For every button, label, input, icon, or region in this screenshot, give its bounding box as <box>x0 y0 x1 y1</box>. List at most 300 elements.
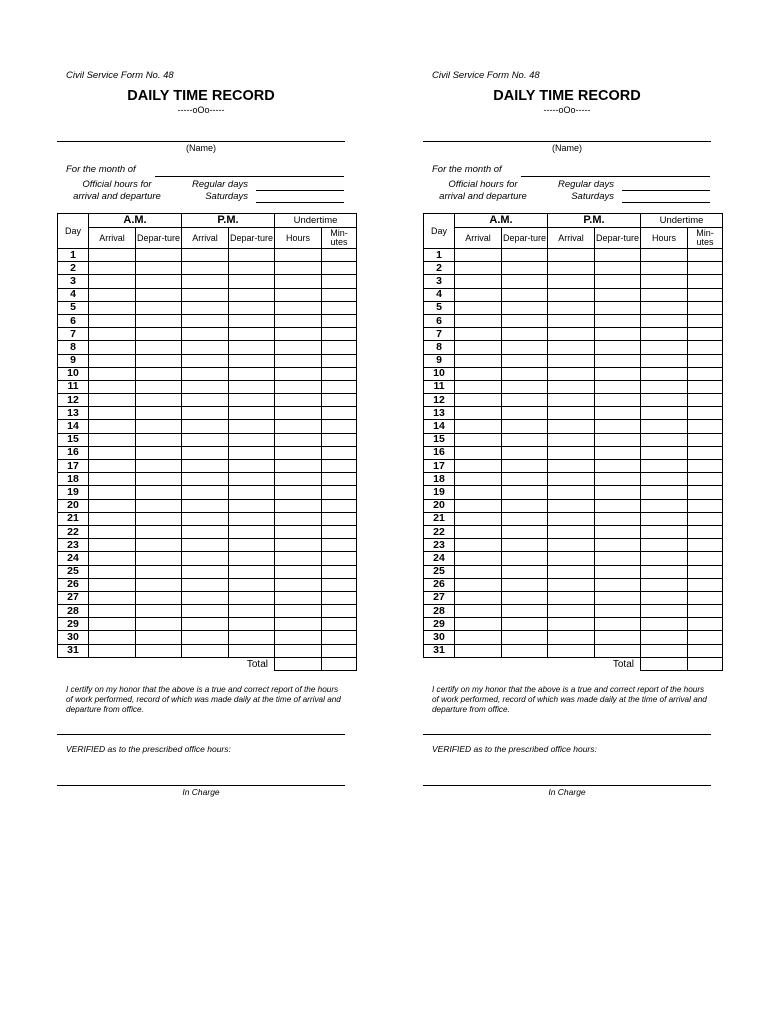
pm-departure-cell[interactable] <box>229 539 275 552</box>
undertime-minutes-cell[interactable] <box>322 367 357 380</box>
pm-departure-cell[interactable] <box>595 407 641 420</box>
undertime-hours-cell[interactable] <box>275 407 322 420</box>
am-departure-cell[interactable] <box>136 394 182 407</box>
am-arrival-cell[interactable] <box>89 591 136 604</box>
pm-arrival-cell[interactable] <box>548 328 595 341</box>
pm-arrival-cell[interactable] <box>182 354 229 367</box>
pm-departure-cell[interactable] <box>595 394 641 407</box>
am-departure-cell[interactable] <box>502 275 548 288</box>
pm-arrival-cell[interactable] <box>182 288 229 301</box>
undertime-hours-cell[interactable] <box>275 631 322 644</box>
am-departure-cell[interactable] <box>136 262 182 275</box>
am-arrival-cell[interactable] <box>89 288 136 301</box>
pm-arrival-cell[interactable] <box>182 407 229 420</box>
am-arrival-cell[interactable] <box>455 367 502 380</box>
pm-departure-cell[interactable] <box>595 618 641 631</box>
am-arrival-cell[interactable] <box>89 367 136 380</box>
am-departure-cell[interactable] <box>136 525 182 538</box>
pm-departure-cell[interactable] <box>229 512 275 525</box>
undertime-hours-cell[interactable] <box>641 433 688 446</box>
pm-arrival-cell[interactable] <box>182 644 229 657</box>
am-arrival-cell[interactable] <box>455 446 502 459</box>
undertime-hours-cell[interactable] <box>641 301 688 314</box>
pm-arrival-cell[interactable] <box>548 314 595 327</box>
pm-arrival-cell[interactable] <box>548 275 595 288</box>
am-departure-cell[interactable] <box>502 407 548 420</box>
pm-arrival-cell[interactable] <box>548 525 595 538</box>
pm-departure-cell[interactable] <box>229 578 275 591</box>
undertime-minutes-cell[interactable] <box>688 262 723 275</box>
am-arrival-cell[interactable] <box>89 328 136 341</box>
am-arrival-cell[interactable] <box>89 380 136 393</box>
undertime-hours-cell[interactable] <box>275 367 322 380</box>
undertime-minutes-cell[interactable] <box>688 473 723 486</box>
pm-arrival-cell[interactable] <box>182 394 229 407</box>
employee-signature-line[interactable] <box>57 734 345 735</box>
undertime-hours-cell[interactable] <box>275 460 322 473</box>
am-departure-cell[interactable] <box>502 394 548 407</box>
pm-arrival-cell[interactable] <box>182 420 229 433</box>
undertime-minutes-cell[interactable] <box>688 512 723 525</box>
undertime-hours-cell[interactable] <box>275 552 322 565</box>
am-departure-cell[interactable] <box>136 420 182 433</box>
pm-departure-cell[interactable] <box>229 446 275 459</box>
pm-departure-cell[interactable] <box>595 460 641 473</box>
undertime-minutes-cell[interactable] <box>322 525 357 538</box>
pm-arrival-cell[interactable] <box>548 605 595 618</box>
am-arrival-cell[interactable] <box>89 394 136 407</box>
am-departure-cell[interactable] <box>502 433 548 446</box>
undertime-hours-cell[interactable] <box>275 512 322 525</box>
pm-arrival-cell[interactable] <box>182 446 229 459</box>
am-departure-cell[interactable] <box>502 539 548 552</box>
am-arrival-cell[interactable] <box>455 301 502 314</box>
pm-arrival-cell[interactable] <box>548 499 595 512</box>
undertime-minutes-cell[interactable] <box>322 249 357 262</box>
am-arrival-cell[interactable] <box>455 631 502 644</box>
pm-arrival-cell[interactable] <box>548 539 595 552</box>
am-arrival-cell[interactable] <box>455 328 502 341</box>
pm-departure-cell[interactable] <box>595 525 641 538</box>
pm-departure-cell[interactable] <box>229 367 275 380</box>
saturdays-line[interactable] <box>256 202 344 203</box>
undertime-hours-cell[interactable] <box>641 288 688 301</box>
undertime-minutes-cell[interactable] <box>688 552 723 565</box>
am-arrival-cell[interactable] <box>89 512 136 525</box>
undertime-minutes-cell[interactable] <box>322 591 357 604</box>
month-line[interactable] <box>155 176 344 177</box>
undertime-minutes-cell[interactable] <box>688 644 723 657</box>
am-departure-cell[interactable] <box>136 433 182 446</box>
am-departure-cell[interactable] <box>136 288 182 301</box>
undertime-minutes-cell[interactable] <box>322 578 357 591</box>
am-departure-cell[interactable] <box>136 301 182 314</box>
am-departure-cell[interactable] <box>136 341 182 354</box>
undertime-hours-cell[interactable] <box>641 552 688 565</box>
am-departure-cell[interactable] <box>502 262 548 275</box>
pm-departure-cell[interactable] <box>595 341 641 354</box>
am-arrival-cell[interactable] <box>455 644 502 657</box>
undertime-hours-cell[interactable] <box>641 275 688 288</box>
pm-departure-cell[interactable] <box>595 565 641 578</box>
pm-departure-cell[interactable] <box>229 499 275 512</box>
undertime-minutes-cell[interactable] <box>322 460 357 473</box>
am-departure-cell[interactable] <box>136 249 182 262</box>
undertime-hours-cell[interactable] <box>641 591 688 604</box>
am-departure-cell[interactable] <box>502 328 548 341</box>
pm-arrival-cell[interactable] <box>548 565 595 578</box>
am-arrival-cell[interactable] <box>89 354 136 367</box>
undertime-minutes-cell[interactable] <box>322 354 357 367</box>
pm-arrival-cell[interactable] <box>182 512 229 525</box>
pm-arrival-cell[interactable] <box>548 354 595 367</box>
am-departure-cell[interactable] <box>136 605 182 618</box>
pm-departure-cell[interactable] <box>595 473 641 486</box>
pm-departure-cell[interactable] <box>229 565 275 578</box>
undertime-minutes-cell[interactable] <box>322 446 357 459</box>
pm-arrival-cell[interactable] <box>548 301 595 314</box>
undertime-minutes-cell[interactable] <box>322 644 357 657</box>
am-arrival-cell[interactable] <box>455 394 502 407</box>
undertime-hours-cell[interactable] <box>641 618 688 631</box>
undertime-hours-cell[interactable] <box>641 539 688 552</box>
pm-departure-cell[interactable] <box>229 420 275 433</box>
am-arrival-cell[interactable] <box>89 565 136 578</box>
am-departure-cell[interactable] <box>136 539 182 552</box>
pm-departure-cell[interactable] <box>229 525 275 538</box>
pm-arrival-cell[interactable] <box>548 486 595 499</box>
am-departure-cell[interactable] <box>502 354 548 367</box>
am-arrival-cell[interactable] <box>89 525 136 538</box>
undertime-minutes-cell[interactable] <box>688 565 723 578</box>
am-arrival-cell[interactable] <box>455 249 502 262</box>
am-arrival-cell[interactable] <box>455 380 502 393</box>
am-arrival-cell[interactable] <box>89 341 136 354</box>
am-arrival-cell[interactable] <box>455 473 502 486</box>
undertime-minutes-cell[interactable] <box>688 380 723 393</box>
pm-arrival-cell[interactable] <box>182 262 229 275</box>
undertime-minutes-cell[interactable] <box>688 328 723 341</box>
pm-arrival-cell[interactable] <box>548 367 595 380</box>
pm-departure-cell[interactable] <box>229 354 275 367</box>
undertime-minutes-cell[interactable] <box>688 275 723 288</box>
pm-departure-cell[interactable] <box>595 314 641 327</box>
undertime-minutes-cell[interactable] <box>688 578 723 591</box>
undertime-hours-cell[interactable] <box>275 618 322 631</box>
undertime-hours-cell[interactable] <box>275 578 322 591</box>
pm-departure-cell[interactable] <box>229 460 275 473</box>
pm-departure-cell[interactable] <box>595 512 641 525</box>
am-arrival-cell[interactable] <box>455 605 502 618</box>
undertime-minutes-cell[interactable] <box>322 288 357 301</box>
am-departure-cell[interactable] <box>136 380 182 393</box>
pm-arrival-cell[interactable] <box>182 605 229 618</box>
name-line[interactable] <box>423 141 711 142</box>
pm-arrival-cell[interactable] <box>182 314 229 327</box>
am-departure-cell[interactable] <box>136 486 182 499</box>
undertime-hours-cell[interactable] <box>275 341 322 354</box>
am-arrival-cell[interactable] <box>89 460 136 473</box>
undertime-hours-cell[interactable] <box>275 380 322 393</box>
am-arrival-cell[interactable] <box>455 275 502 288</box>
undertime-minutes-cell[interactable] <box>688 539 723 552</box>
am-departure-cell[interactable] <box>136 512 182 525</box>
am-arrival-cell[interactable] <box>455 460 502 473</box>
pm-arrival-cell[interactable] <box>548 407 595 420</box>
pm-arrival-cell[interactable] <box>182 301 229 314</box>
pm-arrival-cell[interactable] <box>548 380 595 393</box>
saturdays-line[interactable] <box>622 202 710 203</box>
am-arrival-cell[interactable] <box>89 605 136 618</box>
pm-arrival-cell[interactable] <box>548 288 595 301</box>
pm-arrival-cell[interactable] <box>548 341 595 354</box>
undertime-minutes-cell[interactable] <box>688 301 723 314</box>
am-departure-cell[interactable] <box>502 552 548 565</box>
undertime-minutes-cell[interactable] <box>322 486 357 499</box>
undertime-hours-cell[interactable] <box>641 314 688 327</box>
pm-departure-cell[interactable] <box>595 578 641 591</box>
am-arrival-cell[interactable] <box>455 539 502 552</box>
am-arrival-cell[interactable] <box>455 288 502 301</box>
pm-arrival-cell[interactable] <box>182 473 229 486</box>
undertime-minutes-cell[interactable] <box>688 591 723 604</box>
undertime-minutes-cell[interactable] <box>688 420 723 433</box>
pm-departure-cell[interactable] <box>229 249 275 262</box>
pm-departure-cell[interactable] <box>229 407 275 420</box>
pm-departure-cell[interactable] <box>229 275 275 288</box>
am-departure-cell[interactable] <box>502 499 548 512</box>
am-departure-cell[interactable] <box>136 631 182 644</box>
am-departure-cell[interactable] <box>136 275 182 288</box>
regular-days-line[interactable] <box>256 190 344 191</box>
am-departure-cell[interactable] <box>502 565 548 578</box>
undertime-hours-cell[interactable] <box>275 275 322 288</box>
undertime-hours-cell[interactable] <box>641 631 688 644</box>
undertime-hours-cell[interactable] <box>641 512 688 525</box>
undertime-hours-cell[interactable] <box>275 486 322 499</box>
am-departure-cell[interactable] <box>136 578 182 591</box>
undertime-minutes-cell[interactable] <box>688 499 723 512</box>
undertime-hours-cell[interactable] <box>641 499 688 512</box>
am-arrival-cell[interactable] <box>455 565 502 578</box>
undertime-minutes-cell[interactable] <box>322 499 357 512</box>
undertime-hours-cell[interactable] <box>641 407 688 420</box>
pm-arrival-cell[interactable] <box>548 552 595 565</box>
total-minutes-cell[interactable] <box>322 657 357 670</box>
total-minutes-cell[interactable] <box>688 657 723 670</box>
undertime-hours-cell[interactable] <box>641 380 688 393</box>
undertime-minutes-cell[interactable] <box>688 407 723 420</box>
undertime-minutes-cell[interactable] <box>688 394 723 407</box>
pm-arrival-cell[interactable] <box>182 618 229 631</box>
pm-departure-cell[interactable] <box>595 539 641 552</box>
am-departure-cell[interactable] <box>136 354 182 367</box>
am-arrival-cell[interactable] <box>455 354 502 367</box>
undertime-minutes-cell[interactable] <box>322 512 357 525</box>
pm-departure-cell[interactable] <box>229 433 275 446</box>
undertime-minutes-cell[interactable] <box>322 341 357 354</box>
pm-departure-cell[interactable] <box>595 249 641 262</box>
pm-arrival-cell[interactable] <box>548 618 595 631</box>
pm-departure-cell[interactable] <box>229 394 275 407</box>
am-arrival-cell[interactable] <box>455 578 502 591</box>
am-departure-cell[interactable] <box>136 367 182 380</box>
am-arrival-cell[interactable] <box>89 473 136 486</box>
pm-departure-cell[interactable] <box>229 341 275 354</box>
pm-departure-cell[interactable] <box>229 288 275 301</box>
pm-arrival-cell[interactable] <box>182 341 229 354</box>
am-arrival-cell[interactable] <box>455 262 502 275</box>
am-arrival-cell[interactable] <box>455 420 502 433</box>
undertime-hours-cell[interactable] <box>275 314 322 327</box>
am-arrival-cell[interactable] <box>455 341 502 354</box>
am-arrival-cell[interactable] <box>89 618 136 631</box>
pm-arrival-cell[interactable] <box>548 249 595 262</box>
undertime-hours-cell[interactable] <box>275 328 322 341</box>
pm-departure-cell[interactable] <box>595 301 641 314</box>
am-departure-cell[interactable] <box>502 341 548 354</box>
undertime-minutes-cell[interactable] <box>688 367 723 380</box>
undertime-hours-cell[interactable] <box>275 301 322 314</box>
undertime-minutes-cell[interactable] <box>688 341 723 354</box>
undertime-minutes-cell[interactable] <box>322 420 357 433</box>
pm-departure-cell[interactable] <box>229 380 275 393</box>
pm-arrival-cell[interactable] <box>182 380 229 393</box>
undertime-hours-cell[interactable] <box>275 354 322 367</box>
pm-departure-cell[interactable] <box>229 644 275 657</box>
undertime-minutes-cell[interactable] <box>322 394 357 407</box>
am-departure-cell[interactable] <box>502 578 548 591</box>
undertime-hours-cell[interactable] <box>641 486 688 499</box>
am-departure-cell[interactable] <box>502 301 548 314</box>
undertime-minutes-cell[interactable] <box>322 262 357 275</box>
am-arrival-cell[interactable] <box>455 525 502 538</box>
am-departure-cell[interactable] <box>136 314 182 327</box>
pm-arrival-cell[interactable] <box>548 644 595 657</box>
am-departure-cell[interactable] <box>502 486 548 499</box>
undertime-hours-cell[interactable] <box>275 499 322 512</box>
undertime-hours-cell[interactable] <box>275 433 322 446</box>
undertime-minutes-cell[interactable] <box>688 354 723 367</box>
pm-departure-cell[interactable] <box>229 262 275 275</box>
pm-departure-cell[interactable] <box>595 354 641 367</box>
total-hours-cell[interactable] <box>641 657 688 670</box>
undertime-hours-cell[interactable] <box>641 367 688 380</box>
pm-arrival-cell[interactable] <box>182 486 229 499</box>
pm-departure-cell[interactable] <box>595 433 641 446</box>
am-departure-cell[interactable] <box>136 446 182 459</box>
pm-arrival-cell[interactable] <box>548 420 595 433</box>
pm-arrival-cell[interactable] <box>182 499 229 512</box>
undertime-hours-cell[interactable] <box>641 473 688 486</box>
am-departure-cell[interactable] <box>136 460 182 473</box>
undertime-minutes-cell[interactable] <box>688 486 723 499</box>
am-departure-cell[interactable] <box>502 446 548 459</box>
undertime-minutes-cell[interactable] <box>322 407 357 420</box>
am-departure-cell[interactable] <box>136 499 182 512</box>
pm-departure-cell[interactable] <box>595 631 641 644</box>
pm-arrival-cell[interactable] <box>548 433 595 446</box>
pm-departure-cell[interactable] <box>595 367 641 380</box>
am-departure-cell[interactable] <box>502 525 548 538</box>
name-line[interactable] <box>57 141 345 142</box>
am-arrival-cell[interactable] <box>89 407 136 420</box>
am-arrival-cell[interactable] <box>89 552 136 565</box>
undertime-minutes-cell[interactable] <box>322 275 357 288</box>
undertime-hours-cell[interactable] <box>641 394 688 407</box>
am-arrival-cell[interactable] <box>89 644 136 657</box>
undertime-hours-cell[interactable] <box>641 354 688 367</box>
pm-arrival-cell[interactable] <box>548 473 595 486</box>
pm-departure-cell[interactable] <box>229 591 275 604</box>
in-charge-signature-line[interactable] <box>423 785 711 786</box>
undertime-hours-cell[interactable] <box>275 446 322 459</box>
am-departure-cell[interactable] <box>502 288 548 301</box>
pm-departure-cell[interactable] <box>229 328 275 341</box>
am-departure-cell[interactable] <box>136 407 182 420</box>
undertime-hours-cell[interactable] <box>641 249 688 262</box>
undertime-minutes-cell[interactable] <box>322 618 357 631</box>
undertime-minutes-cell[interactable] <box>322 433 357 446</box>
pm-departure-cell[interactable] <box>229 301 275 314</box>
am-arrival-cell[interactable] <box>89 578 136 591</box>
undertime-hours-cell[interactable] <box>641 644 688 657</box>
undertime-minutes-cell[interactable] <box>688 249 723 262</box>
pm-arrival-cell[interactable] <box>548 631 595 644</box>
pm-departure-cell[interactable] <box>595 262 641 275</box>
undertime-hours-cell[interactable] <box>641 605 688 618</box>
employee-signature-line[interactable] <box>423 734 711 735</box>
pm-departure-cell[interactable] <box>595 605 641 618</box>
undertime-hours-cell[interactable] <box>275 394 322 407</box>
pm-arrival-cell[interactable] <box>182 367 229 380</box>
pm-arrival-cell[interactable] <box>182 249 229 262</box>
pm-arrival-cell[interactable] <box>548 512 595 525</box>
am-departure-cell[interactable] <box>136 618 182 631</box>
undertime-minutes-cell[interactable] <box>322 380 357 393</box>
am-departure-cell[interactable] <box>502 460 548 473</box>
undertime-minutes-cell[interactable] <box>688 314 723 327</box>
am-arrival-cell[interactable] <box>89 314 136 327</box>
am-arrival-cell[interactable] <box>89 486 136 499</box>
am-departure-cell[interactable] <box>502 512 548 525</box>
am-departure-cell[interactable] <box>502 473 548 486</box>
undertime-minutes-cell[interactable] <box>688 618 723 631</box>
undertime-hours-cell[interactable] <box>275 591 322 604</box>
undertime-minutes-cell[interactable] <box>322 552 357 565</box>
am-departure-cell[interactable] <box>502 591 548 604</box>
am-arrival-cell[interactable] <box>89 446 136 459</box>
am-arrival-cell[interactable] <box>455 512 502 525</box>
pm-arrival-cell[interactable] <box>548 262 595 275</box>
am-departure-cell[interactable] <box>502 249 548 262</box>
am-departure-cell[interactable] <box>502 618 548 631</box>
undertime-hours-cell[interactable] <box>275 420 322 433</box>
undertime-hours-cell[interactable] <box>641 525 688 538</box>
undertime-hours-cell[interactable] <box>275 249 322 262</box>
am-arrival-cell[interactable] <box>89 539 136 552</box>
am-departure-cell[interactable] <box>136 644 182 657</box>
am-arrival-cell[interactable] <box>455 552 502 565</box>
undertime-minutes-cell[interactable] <box>688 525 723 538</box>
undertime-hours-cell[interactable] <box>275 288 322 301</box>
undertime-minutes-cell[interactable] <box>322 314 357 327</box>
pm-arrival-cell[interactable] <box>548 591 595 604</box>
undertime-hours-cell[interactable] <box>641 578 688 591</box>
undertime-minutes-cell[interactable] <box>688 288 723 301</box>
undertime-minutes-cell[interactable] <box>322 605 357 618</box>
pm-departure-cell[interactable] <box>595 499 641 512</box>
